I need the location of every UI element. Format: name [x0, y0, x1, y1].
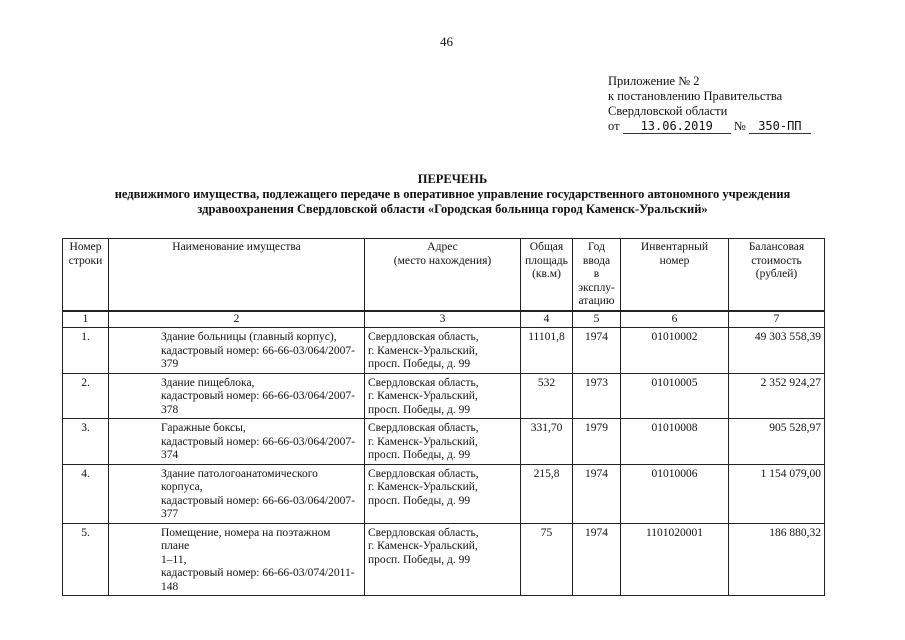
page-number: 46 — [440, 34, 453, 49]
property-name: Здание патологоанатомического корпуса, кадастровый номер: 66-66-03/064/2007-377 — [109, 464, 365, 523]
table-header-row — [63, 239, 825, 311]
property-cost: 2 352 924,27 — [729, 373, 825, 419]
header-row-number: Номер строки — [63, 239, 109, 311]
row-number: 3. — [63, 419, 109, 465]
property-area: 11101,8 — [521, 328, 573, 374]
document-title-line-1: недвижимого имущества, подлежащего передаче в оперативное управление государственного автономного учреждения — [114, 187, 791, 201]
property-cost: 1 154 079,00 — [729, 464, 825, 523]
header-year: Год ввода в эксплу- атацию — [573, 239, 621, 311]
resolution-date: 13.06.2019 — [623, 120, 731, 134]
from-label: от — [608, 119, 620, 133]
property-year: 1979 — [573, 419, 621, 465]
column-number: 4 — [521, 311, 573, 328]
row-number: 1. — [63, 328, 109, 374]
property-address: Свердловская область, г. Каменск-Уральский, просп. Победы, д. 99 — [365, 464, 521, 523]
property-address: Свердловская область, г. Каменск-Уральский, просп. Победы, д. 99 — [365, 373, 521, 419]
property-cost: 49 303 558,39 — [729, 328, 825, 374]
property-name: Гаражные боксы, кадастровый номер: 66-66-03/064/2007-374 — [109, 419, 365, 465]
property-year: 1973 — [573, 373, 621, 419]
header-inventory-number: Инвентарный номер — [621, 239, 729, 311]
table-row — [63, 523, 825, 596]
property-table — [62, 238, 825, 596]
header-property-name: Наименование имущества — [109, 239, 365, 311]
property-inventory: 01010002 — [621, 328, 729, 374]
property-cost: 905 528,97 — [729, 419, 825, 465]
table-row — [63, 328, 825, 374]
row-number: 2. — [63, 373, 109, 419]
appendix-block — [608, 74, 811, 134]
property-area: 75 — [521, 523, 573, 596]
header-area: Общая площадь (кв.м) — [521, 239, 573, 311]
resolution-number: 350-ПП — [749, 120, 811, 134]
table-row — [63, 373, 825, 419]
column-numbers-row — [63, 311, 825, 328]
property-address: Свердловская область, г. Каменск-Уральский, просп. Победы, д. 99 — [365, 328, 521, 374]
property-name: Здание больницы (главный корпус), кадастровый номер: 66-66-03/064/2007-379 — [109, 328, 365, 374]
property-inventory: 01010005 — [621, 373, 729, 419]
column-number: 3 — [365, 311, 521, 328]
appendix-line-2: к постановлению Правительства — [608, 89, 783, 103]
column-number: 5 — [573, 311, 621, 328]
property-area: 532 — [521, 373, 573, 419]
appendix-line-3: Свердловской области — [608, 104, 728, 118]
property-area: 331,70 — [521, 419, 573, 465]
property-area: 215,8 — [521, 464, 573, 523]
document-title-line-2: здравоохранения Свердловской области «Городская больница город Каменск-Уральский» — [197, 202, 708, 216]
table-row — [63, 464, 825, 523]
property-name: Здание пищеблока, кадастровый номер: 66-66-03/064/2007-378 — [109, 373, 365, 419]
row-number: 4. — [63, 464, 109, 523]
table-row — [63, 419, 825, 465]
column-number: 7 — [729, 311, 825, 328]
document-heading: ПЕРЕЧЕНЬ — [417, 172, 488, 186]
property-year: 1974 — [573, 328, 621, 374]
property-cost: 186 880,32 — [729, 523, 825, 596]
column-number: 1 — [63, 311, 109, 328]
number-label: № — [733, 119, 746, 133]
column-number: 2 — [109, 311, 365, 328]
property-address: Свердловская область, г. Каменск-Уральский, просп. Победы, д. 99 — [365, 419, 521, 465]
property-year: 1974 — [573, 464, 621, 523]
header-address: Адрес (место нахождения) — [365, 239, 521, 311]
appendix-date-line — [608, 119, 811, 134]
property-inventory: 01010008 — [621, 419, 729, 465]
property-year: 1974 — [573, 523, 621, 596]
property-address: Свердловская область, г. Каменск-Уральский, просп. Победы, д. 99 — [365, 523, 521, 596]
property-inventory: 1101020001 — [621, 523, 729, 596]
header-balance-cost: Балансовая стоимость (рублей) — [729, 239, 825, 311]
column-number: 6 — [621, 311, 729, 328]
row-number: 5. — [63, 523, 109, 596]
property-name: Помещение, номера на поэтажном плане 1–11, кадастровый номер: 66-66-03/074/2011-148 — [109, 523, 365, 596]
property-inventory: 01010006 — [621, 464, 729, 523]
appendix-line-1: Приложение № 2 — [608, 74, 700, 88]
